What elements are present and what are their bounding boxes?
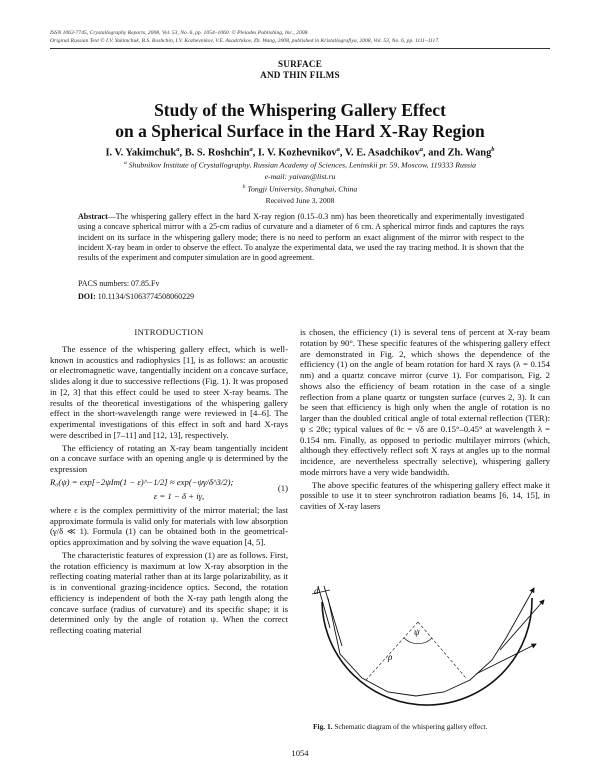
label-d: d xyxy=(314,586,319,596)
paper-title-line-2: on a Spherical Surface in the Hard X-Ray Region xyxy=(115,121,485,141)
reflected-ray-path xyxy=(328,598,506,696)
author-3-affiliation: a xyxy=(336,146,340,153)
whispering-gallery-diagram xyxy=(300,582,550,712)
equation-1-line-2: ε = 1 − δ + iγ, xyxy=(153,490,205,501)
received-date: Received June 3, 2008 xyxy=(265,196,335,205)
label-rho: ρ xyxy=(388,652,393,662)
affiliation-a-mark: a xyxy=(123,160,127,166)
affiliation-b xyxy=(0,184,600,194)
doi-line xyxy=(78,292,194,301)
affiliation-b-text: Tongji University, Shanghai, China xyxy=(247,184,358,194)
abstract xyxy=(78,212,524,263)
author-1-affiliation: a xyxy=(176,146,180,153)
page-number: 1054 xyxy=(291,748,309,758)
author-3: I. V. Kozhevnikov xyxy=(257,147,337,159)
figure-1 xyxy=(300,582,550,712)
label-psi: ψ xyxy=(414,627,420,637)
equation-number: (1) xyxy=(277,482,288,493)
right-paragraph-1: is chosen, the efficiency (1) is several tens of percent at X-ray beam rotation by 90°. These specific features of the whispering gallery effect are demonstrated in Fig. 2, which shows the dependence of the efficiency (1) on the angle of beam rotation for hard X rays (λ = 0.154 nm) and a quartz concave mirror (curve 1). For comparison, Fig. 2 shows also the efficiency of beam rotation in the case of a single reflection from a plane quartz or tungsten surface (curves 2, 3). It can be seen that efficiency is high only when the angle of rotation is no larger than the doubled critical angle of total external reflection (TER): ψ ≤ 2θc; typical values of θc = √δ are 0.15°–0.45° at wavelength λ = 0.154 nm. Finally, as opposed to periodic multilayer mirrors (which, although they effectively reflect soft X rays at angles up to the normal incidence, are nevertheless spectrally selective), whispering gallery mode mirrors have a very wide bandwidth. xyxy=(300,327,550,477)
left-paragraph-1: The essence of the whispering gallery effect, which is well-known in acoustics and radiophysics [1], is as follows: an acoustic or electromagnetic wave, tangentially incident on a concave surface, slides along it due to successive reflections (Fig. 1). It was proposed in [2, 3] that this effect could be used to steer X-ray beams. The results of the theoretical investigations of the whispering gallery effect in the short-wavelength range were reviewed in [4–6]. The experimental investigations of this effect in soft and hard X-rays were described in [7–11] and [12, 13], respectively. xyxy=(50,343,288,440)
introduction-heading: INTRODUCTION xyxy=(134,327,204,337)
author-4: V. E. Asadchikov xyxy=(344,147,420,159)
journal-header-line-2: Original Russian Text © I.V. Yakimchuk, B.S. Roshchin, I.V. Kozhevnikov, V.E. Asadchikov, Zh. Wang, 2008, published in Kristallografiya, 2008, Vol. 53, No. 6, pp. 1111–1117. xyxy=(50,38,440,44)
doi-label: DOI: xyxy=(78,292,96,301)
abstract-text: —The whispering gallery effect in the hard X-ray region (0.15–0.3 nm) has been theoretically and experimentally investigated using a concave spherical mirror with a 25-cm radius of curvature and a diameter of 6 cm. A spherical mirror finds and captures the rays incident on its surface in the whispering gallery mode; there is no need to perform an exact alignment of the mirror with respect to the incident X-ray beam in order to observe the effect. To analyze the experimental data, we used the ray tracing method. It is shown that the results of the experiment and computer simulation are in good agreement. xyxy=(78,212,524,263)
section-heading-line-1: SURFACE xyxy=(277,59,323,69)
radius-line-1 xyxy=(366,622,418,680)
left-paragraph-4: The characteristic features of expression (1) are as follows. First, the rotation efficiency is maximum at low X-ray absorption in the reflecting coating material rather than at its large polarizability, as it is in conventional grazing-incidence optics. Second, the rotation efficiency is independent of both the X-ray path length along the concave surface (radius of curvature) and its specific shape; it is determined only by the angle of rotation ψ. When the correct reflecting coating material xyxy=(50,549,288,635)
outgoing-ray-2 xyxy=(500,600,544,650)
section-heading-line-2: AND THIN FILMS xyxy=(260,70,340,80)
right-paragraph-2: The above specific features of the whispering gallery effect make it possible to use it to steer synchrotron radiation beams [6, 14, 15], in cavities of X-ray lasers xyxy=(300,479,550,511)
author-1: I. V. Yakimchuk xyxy=(105,147,177,159)
left-paragraph-3: where ε is the complex permittivity of the mirror material; the last approximate formula is valid only for materials with low absorption (γ/δ ≪ 1). Formula (1) can be obtained both in the geometrical-optics approximation and by solving the wave equation [4, 5]. xyxy=(50,504,288,547)
author-list: I. V. Yakimchuk$^a$, B. S. Roshchin$^a$, I. V. Kozhevnikov$^a$, V. E. Asadchikov$^a$, and Zh. Wang$^b$ xyxy=(105,146,495,159)
author-5: Zh. Wang xyxy=(447,147,492,159)
figure-1-caption xyxy=(313,722,488,731)
pacs-numbers: PACS numbers: 07.85.Fv xyxy=(78,279,160,288)
doi-value: 10.1134/S1063774508060229 xyxy=(97,292,195,301)
header-rule xyxy=(50,48,550,49)
author-4-affiliation: a xyxy=(419,146,424,153)
affiliation-a xyxy=(0,160,600,170)
equation-1-line-1 xyxy=(50,476,288,493)
left-column xyxy=(50,327,288,638)
concave-mirror-arc xyxy=(322,598,532,705)
figure-1-caption-label: Fig. 1. xyxy=(313,722,333,731)
paper-title-line-1: Study of the Whispering Gallery Effect xyxy=(154,100,446,120)
equation-1-formula: R₀(ψ) = exp[−2ψIm(1 − ε)^−1/2] ≈ exp(−ψγ/δ^3/2); xyxy=(50,476,234,487)
figure-1-caption-text: Schematic diagram of the whispering gallery effect. xyxy=(332,722,488,731)
affiliation-b-mark: b xyxy=(242,184,246,190)
abstract-label: Abstract xyxy=(78,212,108,221)
opening-angle-arc xyxy=(404,638,432,644)
author-2-affiliation: a xyxy=(249,146,253,153)
author-email: e-mail: yaivan@list.ru xyxy=(264,172,336,181)
affiliation-a-text: Shubnikov Institute of Crystallography, Russian Academy of Sciences, Leninskii pr. 59, Moscow, 119333 Russia xyxy=(128,160,477,170)
radius-line-2 xyxy=(418,622,466,678)
author-2: B. S. Roshchin xyxy=(184,147,250,159)
outgoing-ray-1 xyxy=(506,588,534,638)
right-column xyxy=(300,327,550,514)
author-5-affiliation: b xyxy=(491,146,495,153)
journal-header-line-1: ISSN 1063-7745, Crystallography Reports, 2008, Vol. 53, No. 6, pp. 1054–1060. © Pleiades Publishing, Inc., 2008. xyxy=(50,30,309,36)
left-paragraph-2: The efficiency of rotating an X-ray beam tangentially incident on a concave surface with an opening angle ψ is determined by the expression xyxy=(50,442,288,474)
